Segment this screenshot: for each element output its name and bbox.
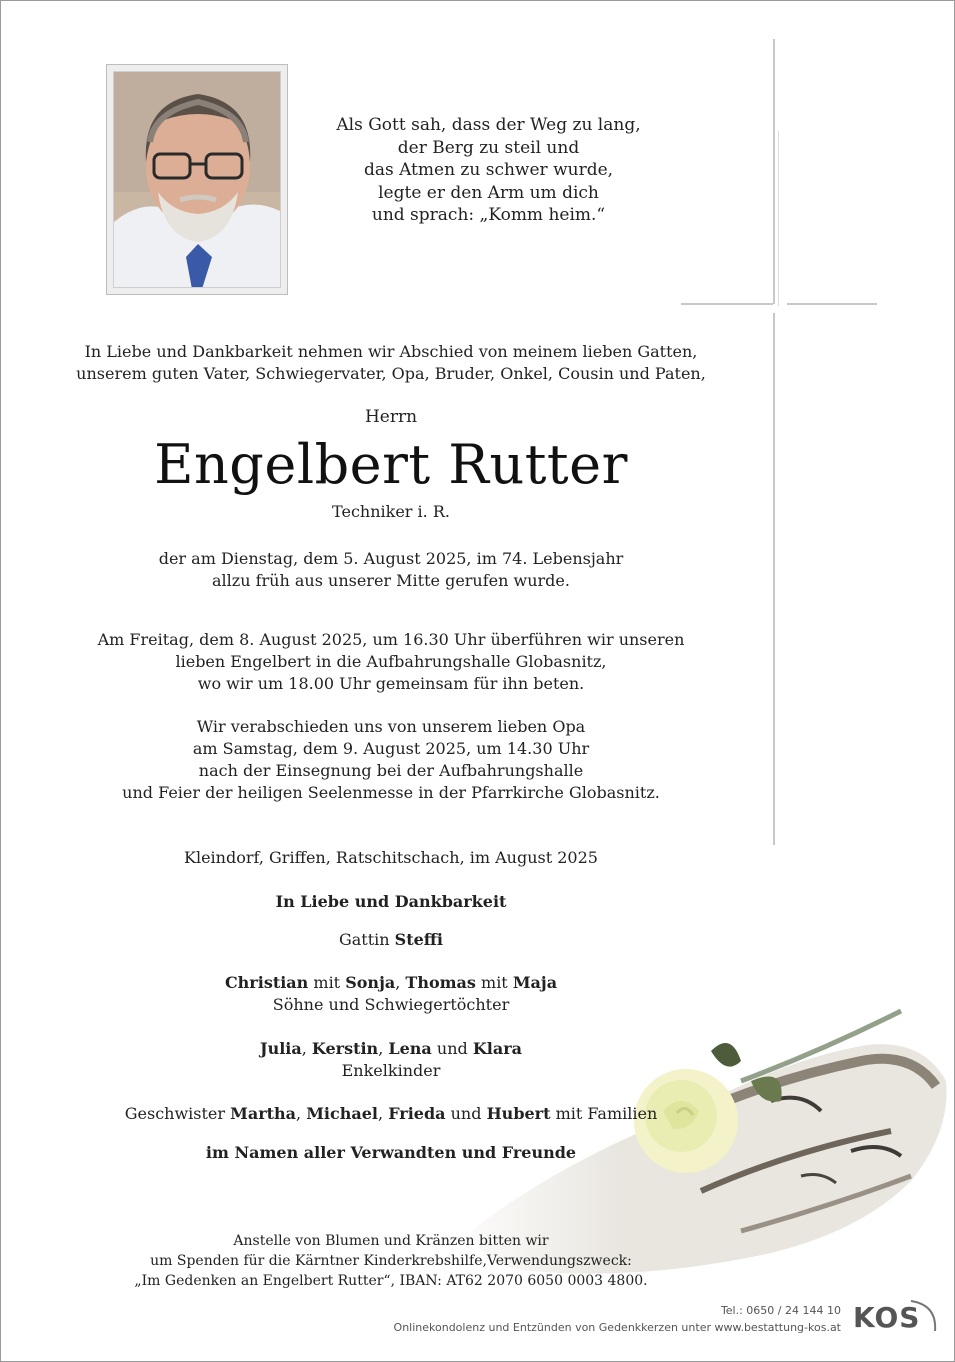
profession: Techniker i. R. [332,502,450,521]
sibling-name: Martha [230,1104,297,1123]
sibling-name: Michael [306,1104,379,1123]
siblings-line: Geschwister Martha, Michael, Frieda und Hubert mit Familien [124,1104,658,1123]
kos-logo [851,1297,941,1337]
logo-text: KOS [853,1301,921,1334]
connector: und [436,1039,468,1058]
donation-line: „Im Gedenken an Engelbert Rutter“, IBAN: AT62 2070 6050 0003 4800. [134,1273,648,1289]
death-line: allzu früh aus unserer Mitte gerufen wurde. [212,571,570,590]
service-line: lieben Engelbert in die Aufbahrungshalle Globasnitz, [175,652,607,671]
child-name: Thomas [405,973,476,992]
poem-line: der Berg zu steil und [397,137,580,158]
poem-line: legte er den Arm um dich [378,182,599,203]
place-date: Kleindorf, Griffen, Ratschitschach, im August 2025 [184,848,598,867]
cross-vertical-bottom [773,313,775,845]
death-line: der am Dienstag, dem 5. August 2025, im 74. Lebensjahr [158,549,624,568]
mourners-heading: In Liebe und Dankbarkeit [275,892,507,911]
intro-text [61,341,721,385]
logo-swoosh-icon [851,1297,941,1337]
connector: mit [481,973,508,992]
intro-line: unserem guten Vater, Schwiegervater, Opa, Bruder, Onkel, Cousin und Paten, [76,364,706,383]
cross-vertical-shadow [778,131,779,306]
service-line: Wir verabschieden uns von unserem lieben Opa [196,717,586,736]
cross-vertical-top [773,39,775,304]
grandchild-name: Kerstin [311,1039,379,1058]
service-line: am Samstag, dem 9. August 2025, um 14.30 Uhr [192,739,590,758]
wife-prefix: Gattin [338,930,390,949]
children-names [61,972,721,994]
children-block [61,972,721,1016]
salutation: Herrn [364,407,418,427]
wife-name: Steffi [394,930,444,949]
donation-request [61,1231,721,1291]
deceased-name: Engelbert Rutter [154,433,628,496]
footer-phone: Tel.: 0650 / 24 144 10 [720,1304,841,1317]
separator: , [395,973,401,992]
footer-online-link[interactable]: Onlinekondolenz und Entzünden von Gedenkkerzen unter www.bestattung-kos.at [393,1321,841,1334]
children-label: Söhne und Schwiegertöchter [272,995,510,1014]
child-name: Maja [512,973,558,992]
grandchildren-block [61,1038,721,1082]
poem-line: und sprach: „Komm heim.“ [371,205,606,225]
poem [301,114,676,227]
sibling-name: Frieda [388,1104,446,1123]
grandchildren-names: Julia, Kerstin, Lena und Klara [260,1039,522,1058]
service-line: und Feier der heiligen Seelenmesse in der Pfarrkirche Globasnitz. [122,783,660,802]
cross-horizontal-left [681,303,773,305]
service-line: wo wir um 18.00 Uhr gemeinsam für ihn beten. [197,674,585,693]
service-line: nach der Einsegnung bei der Aufbahrungshalle [198,761,584,780]
connector: und [450,1104,482,1123]
wife-line [61,929,721,951]
poem-line: das Atmen zu schwer wurde, [363,160,614,180]
mourners-closing: im Namen aller Verwandten und Freunde [205,1143,577,1162]
child-name: Sonja [345,973,396,992]
portrait-frame [106,64,288,295]
grandchildren-label: Enkelkinder [341,1061,441,1080]
grandchild-name: Klara [472,1039,522,1058]
connector: mit [313,973,341,992]
service-transfer [61,629,721,695]
siblings-suffix: mit Familien [555,1104,658,1123]
service-funeral [61,716,721,804]
sibling-name: Hubert [486,1104,551,1123]
service-line: Am Freitag, dem 8. August 2025, um 16.30 Uhr überführen wir unseren [97,630,685,649]
cross-horizontal-right [787,303,877,305]
donation-line: um Spenden für die Kärntner Kinderkrebshilfe,Verwendungszweck: [150,1253,632,1269]
grandchild-name: Lena [388,1039,432,1058]
poem-line: Als Gott sah, dass der Weg zu lang, [336,115,641,135]
intro-line: In Liebe und Dankbarkeit nehmen wir Abschied von meinem lieben Gatten, [84,342,698,361]
siblings-prefix: Geschwister [124,1104,226,1123]
portrait-photo [113,71,281,288]
donation-line: Anstelle von Blumen und Kränzen bitten wir [233,1233,549,1249]
child-name: Christian [224,973,309,992]
death-notice [61,548,721,592]
grandchild-name: Julia [260,1039,302,1058]
